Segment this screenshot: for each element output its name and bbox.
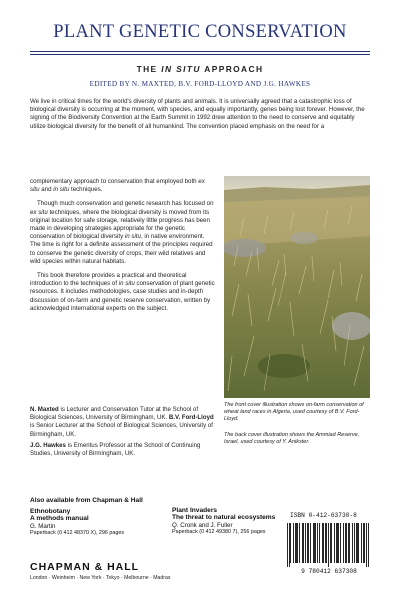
barcode-bar [319, 523, 320, 563]
book-info: Paperback (0 412 48370 X), 296 pages [30, 530, 125, 537]
barcode-bar [340, 523, 341, 563]
barcode-bar [314, 523, 315, 563]
barcode-bar [308, 523, 309, 563]
book-title-line-1: Plant Invaders [172, 507, 218, 514]
book-title: PLANT GENETIC CONSERVATION [53, 22, 347, 42]
book-title-line-2: A methods manual [30, 515, 89, 523]
barcode-bar [310, 523, 311, 563]
barcode-bar [315, 523, 316, 563]
editors-line: EDITED BY N. MAXTED, B.V. FORD-LLOYD AND J.G. HAWKES [89, 80, 311, 88]
book-info: Paperback (0 412 49380 7), 256 pages [172, 529, 266, 536]
barcode-bar [287, 523, 288, 567]
barcode-bar [307, 523, 308, 563]
barcode-bar [296, 523, 297, 563]
barcode-bar [331, 523, 332, 563]
blurb-column [30, 178, 215, 319]
barcode-bar [330, 523, 331, 563]
title-rule-top [30, 51, 370, 52]
barcode-bar [368, 523, 369, 567]
barcode-bar [303, 523, 304, 563]
barcode-bar [313, 523, 314, 563]
barcode-bar [336, 523, 337, 563]
bio-hawkes: J.G. Hawkes is Emeritus Professor at the School of Continuing Studies, University of Birmingham, UK. [30, 441, 201, 458]
barcode-bar [317, 523, 318, 563]
barcode-bar [366, 523, 367, 567]
barcode-bar [348, 523, 349, 563]
barcode-bar [289, 523, 290, 567]
related-book-ethnobotany [30, 508, 170, 538]
barcode-bar [293, 523, 294, 563]
barcode-bar [356, 523, 357, 563]
publisher-cities: London · Weinheim · New York · Tokyo · Melbourne · Madras [30, 575, 171, 581]
barcode-bar [361, 523, 362, 563]
barcode-bar [364, 523, 365, 563]
book-author: G. Martin [30, 522, 56, 530]
blurb-paragraph-3: This book therefore provides a practical and theoretical introduction to the techniques of in situ conservation of plant genetic resources. It includes methodologies, case studies and in-depth discussion of on-farm and genetic reserve conservation, written by acknowledged international experts on the subject. [30, 272, 215, 312]
barcode-bar [299, 523, 300, 563]
blurb-intro [30, 98, 370, 137]
barcode-bar [363, 523, 364, 563]
related-book-plant-invaders [172, 507, 282, 537]
barcode-bar [322, 523, 323, 563]
barcode-bar [345, 523, 346, 563]
barcode-bar [325, 523, 326, 563]
barcode-number: 9 780412 637308 [301, 568, 357, 575]
barcode-bar [290, 523, 291, 563]
barcode-bar [346, 523, 347, 563]
book-subtitle: THE IN SITU APPROACH [136, 64, 264, 74]
barcode-bar [337, 523, 338, 563]
book-title-line-2: The threat to natural ecosystems [172, 514, 276, 522]
barcode [286, 523, 372, 567]
isbn-number: ISBN 0-412-63730-8 [290, 512, 357, 519]
publisher-name: CHAPMAN & HALL [30, 561, 140, 573]
barcode-bar [349, 523, 350, 563]
bio-maxted: N. Maxted is Lecturer and Conservation Tutor at the School of Biological Sciences, University of Birmingham, UK. B.V. Ford-Lloyd is Senior Lecturer at the School of Biological Sciences, University of Birmingham, UK. [30, 406, 214, 438]
barcode-bar [328, 523, 329, 567]
barcode-bar [338, 523, 339, 563]
blurb-paragraph-1-cont: complementary approach to conservation that employed both ex situ and in situ techniques. [30, 178, 205, 194]
barcode-bar [302, 523, 303, 563]
barcode-bar [357, 523, 358, 563]
book-author: Q. Cronk and J. Fuller [172, 521, 233, 529]
blurb-paragraph-2: Though much conservation and genetic research has focused on ex situ techniques, where the biological diversity is moved from its original location for safe storage, relatively little progress has been made in developing strategies appropriate for the genetic conservation of biological diversity in situ, in native environment. The time is right for a definite assessment of the principles required to conserve the genetic diversity of crops, their wild relatives and wild species within natural habitats. [30, 200, 214, 265]
author-bios [30, 406, 215, 461]
barcode-bar [295, 523, 296, 563]
blurb-paragraph-1: We live in critical times for the world's diversity of plants and animals. It is universally agreed that a catastrophic loss of biological diversity is occurring at the moment, with species, and equally importantly, genes being lost forever. However, the signing of the Biodiversity Convention at the Earth Summit in 1992 drew attention to the need to conserve and equitably utilize biological diversity for the benefit of all humankind. The convention placed emphasis on the need for a [30, 98, 365, 130]
barcode-bar [343, 523, 344, 563]
back-cover-caption: The back cover illustration shows the Ammiad Reserve, Israel, used courtesy of Y. Anikster. [224, 432, 360, 446]
barcode-bar [326, 523, 327, 563]
title-rule-bottom [30, 54, 370, 55]
cover-photo [224, 176, 370, 398]
barcode-bar [358, 523, 359, 563]
barcode-bar [305, 523, 306, 563]
front-cover-caption: The front cover illustration shows on-farm conservation of wheat land races in Algeria, used courtesy of B.V. Ford-Lloyd. [224, 402, 364, 423]
barcode-bar [297, 523, 298, 563]
also-available-heading: Also available from Chapman & Hall [30, 497, 143, 504]
barcode-bar [323, 523, 324, 563]
book-title-line-1: Ethnobotany [30, 508, 71, 515]
barcode-bar [354, 523, 355, 563]
barcode-bar [334, 523, 335, 563]
barcode-bar [352, 523, 353, 563]
